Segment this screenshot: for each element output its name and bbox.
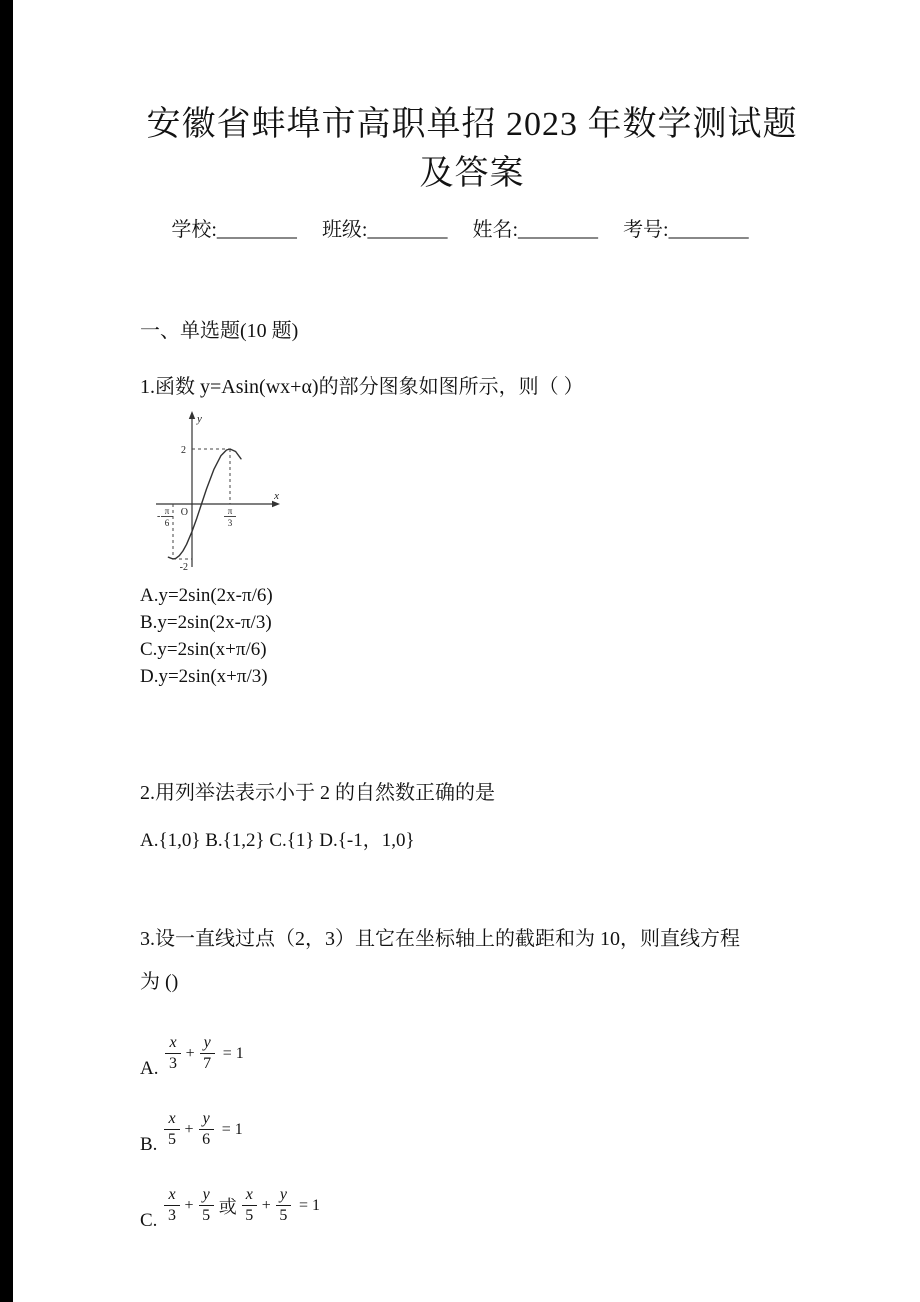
question-2-options: A.{1,0} B.{1,2} C.{1} D.{-1，1,0} <box>140 829 415 851</box>
or-word: 或 <box>218 1196 237 1217</box>
pi-over-3-denominator: 3 <box>227 517 233 528</box>
fraction-denominator: 5 <box>202 1207 211 1225</box>
option-label: C. <box>140 1209 158 1231</box>
fraction <box>164 1110 179 1150</box>
option-label: A. <box>140 1057 159 1079</box>
question-1-stem: 1.函数 y=Asin(wx+α)的部分图象如图所示，则（ ） <box>140 375 584 398</box>
question-3-option-c <box>140 1180 810 1232</box>
pi-over-3-numerator: π <box>227 505 233 516</box>
question-2-stem: 2.用列举法表示小于 2 的自然数正确的是 <box>140 781 495 804</box>
x-axis-label: x <box>274 489 279 502</box>
y-axis-arrow-icon <box>189 411 195 419</box>
bottom-tick-label: -2 <box>179 561 188 573</box>
question-3-stem-line-2: 为 () <box>140 970 179 993</box>
sine-graph-figure <box>150 407 285 575</box>
fraction <box>199 1186 214 1226</box>
fraction-denominator: 3 <box>169 1055 178 1073</box>
class-blank: 班级:________ <box>321 218 448 241</box>
origin-label: O <box>180 506 188 518</box>
title-line-2: 及答案 <box>419 155 525 193</box>
fraction-denominator: 5 <box>245 1207 254 1225</box>
question-3-option-b <box>140 1104 810 1156</box>
question-1-options <box>140 582 810 690</box>
student-info-line <box>0 213 920 242</box>
fraction-numerator: y <box>276 1186 291 1206</box>
fraction-numerator: x <box>165 1034 180 1054</box>
plus-sign: + <box>261 1196 271 1214</box>
fraction-denominator: 3 <box>167 1207 176 1225</box>
option-b: B.y=2sin(2x-π/3) <box>140 611 272 633</box>
section-1-heading: 一、单选题(10 题) <box>140 319 299 342</box>
plus-sign: + <box>184 1120 194 1138</box>
fraction <box>165 1034 180 1074</box>
option-d: D.y=2sin(x+π/3) <box>140 665 268 687</box>
y-axis-label: y <box>197 412 202 425</box>
equals-one: = 1 <box>221 1120 243 1138</box>
fraction-numerator: x <box>164 1110 179 1130</box>
fraction-denominator: 7 <box>203 1055 212 1073</box>
fraction-numerator: y <box>199 1110 214 1130</box>
fraction <box>200 1034 215 1074</box>
fraction-denominator: 6 <box>202 1131 211 1149</box>
plus-sign: + <box>185 1044 195 1062</box>
fraction <box>164 1186 179 1226</box>
equals-one: = 1 <box>222 1044 244 1062</box>
option-label: B. <box>140 1133 158 1155</box>
fraction-numerator: x <box>164 1186 179 1206</box>
pi-over-6-denominator: 6 <box>164 517 170 528</box>
fraction <box>276 1186 291 1226</box>
fraction-denominator: 5 <box>279 1207 288 1225</box>
exam-no-blank: 考号:________ <box>623 218 749 241</box>
fraction-numerator: y <box>199 1186 214 1206</box>
school-blank: 学校:________ <box>171 218 297 241</box>
question-3-stem <box>140 918 810 1004</box>
fraction-numerator: x <box>242 1186 257 1206</box>
fraction-denominator: 5 <box>167 1131 176 1149</box>
fraction-numerator: y <box>200 1034 215 1054</box>
pi-over-6-numerator: π <box>164 505 170 516</box>
minus-sign-label: - <box>157 510 161 522</box>
question-1-figure-wrap <box>150 407 810 580</box>
top-tick-label: 2 <box>181 444 186 456</box>
option-c: C.y=2sin(x+π/6) <box>140 638 267 660</box>
name-blank: 姓名:________ <box>472 218 599 241</box>
paper-body <box>140 314 810 1232</box>
question-3-option-a <box>140 1028 810 1080</box>
plus-sign: + <box>184 1196 194 1214</box>
page-title <box>142 100 802 199</box>
title-line-1: 安徽省蚌埠市高职单招 2023 年数学测试题 <box>146 106 798 143</box>
equals-one: = 1 <box>298 1196 320 1214</box>
option-a: A.y=2sin(2x-π/6) <box>140 584 273 606</box>
question-3-stem-line-1: 3.设一直线过点（2，3）且它在坐标轴上的截距和为 10，则直线方程 <box>140 927 740 950</box>
fraction <box>242 1186 257 1226</box>
fraction <box>199 1110 214 1150</box>
